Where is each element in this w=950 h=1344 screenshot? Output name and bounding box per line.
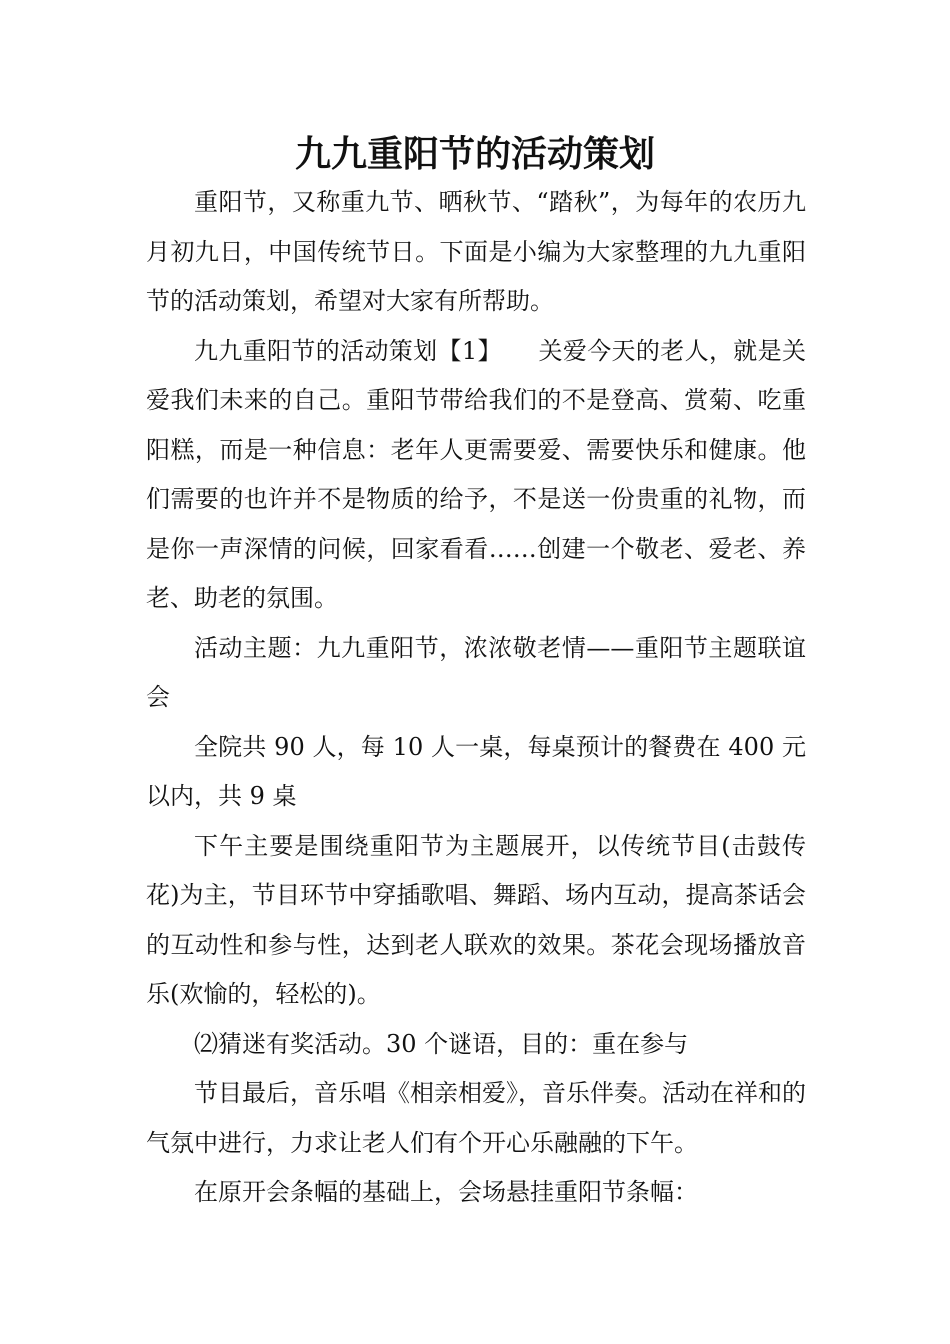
paragraph-program: 下午主要是围绕重阳节为主题展开，以传统节目(击鼓传花)为主，节目环节中穿插歌唱、舞蹈、场内互动，提高茶话会的互动性和参与性，达到老人联欢的效果。茶花会现场播放音乐(欢愉的，轻松的)。 xyxy=(146,831,806,1008)
paragraph-banner: 在原开会条幅的基础上，会场悬挂重阳节条幅： xyxy=(194,1178,698,1206)
paragraph-riddles: ⑵猜迷有奖活动。30 个谜语，目的：重在参与 xyxy=(194,1029,689,1058)
document-body xyxy=(146,178,806,1218)
paragraph-theme: 活动主题：九九重阳节，浓浓敬老情——重阳节主题联谊会 xyxy=(146,633,806,711)
paragraph-plan-1: 九九重阳节的活动策划【1】 关爱今天的老人，就是关爱我们未来的自己。重阳节带给我们的不是登高、赏菊、吃重阳糕，而是一种信息：老年人更需要爱、需要快乐和健康。他们需要的也许并不是物质的给予，不是送一份贵重的礼物，而是你一声深情的问候，回家看看……创建一个敬老、爱老、养老、助老的氛围。 xyxy=(146,336,806,612)
paragraph-seating: 全院共 90 人，每 10 人一桌，每桌预计的餐费在 400 元以内，共 9 桌 xyxy=(146,732,806,810)
document-title: 九九重阳节的活动策划 xyxy=(294,133,655,175)
paragraph-intro: 重阳节，又称重九节、晒秋节、“踏秋”，为每年的农历九月初九日，中国传统节日。下面是小编为大家整理的九九重阳节的活动策划，希望对大家有所帮助。 xyxy=(146,188,806,315)
paragraph-finale: 节目最后，音乐唱《相亲相爱》，音乐伴奏。活动在祥和的气氛中进行，力求让老人们有个开心乐融融的下午。 xyxy=(146,1079,806,1157)
